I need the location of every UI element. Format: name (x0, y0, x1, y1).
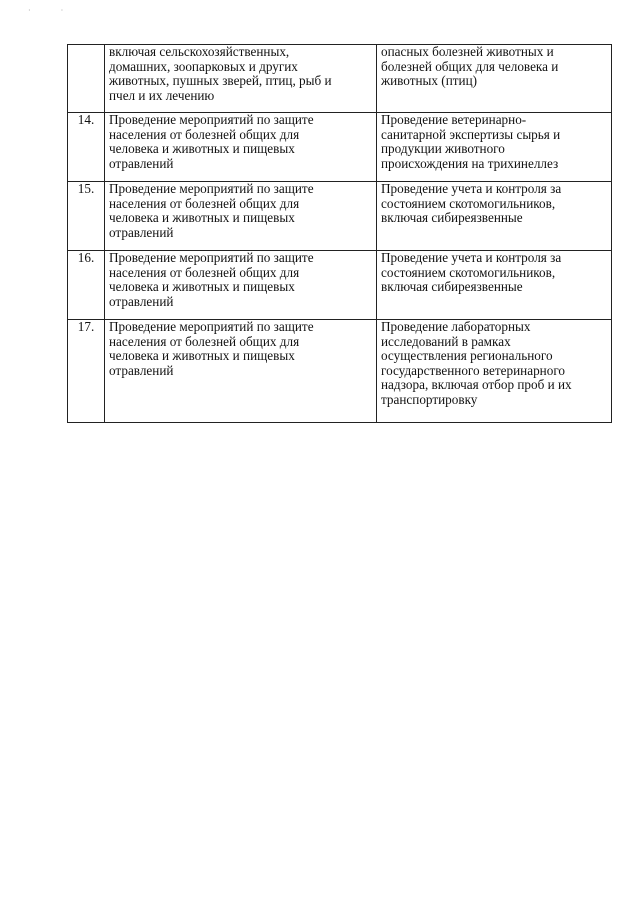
activity-text: населения от болезней общих для (109, 333, 300, 349)
measure-text: исследований в рамках (381, 333, 511, 349)
activity-text: населения от болезней общих для (109, 264, 300, 280)
row-number (68, 45, 105, 113)
measure-text: болезней общих для человека и (381, 58, 559, 74)
activity-text: отравлений (109, 155, 174, 171)
measure-text: Проведение учета и контроля за (381, 250, 562, 265)
activity-cell (105, 113, 377, 182)
activity-cell (105, 320, 377, 423)
measure-text: транспортировку (381, 391, 478, 407)
measure-text: включая сибиреязвенные (381, 279, 523, 294)
scan-corner-marks: · · (28, 6, 78, 15)
measure-cell (377, 251, 612, 320)
table-row (68, 45, 612, 113)
activity-cell (105, 182, 377, 251)
measure-text: включая сибиреязвенные (381, 210, 523, 225)
activity-text: человека и животных и пищевых (109, 279, 295, 294)
activity-cell (105, 251, 377, 320)
measure-text: состоянием скотомогильников, (381, 195, 556, 211)
activity-text: Проведение мероприятий по защите (109, 181, 314, 196)
activity-text: населения от болезней общих для (109, 195, 300, 211)
activity-text: пчел и их лечению (109, 87, 215, 103)
row-number: 15. (68, 182, 105, 251)
measure-text: состоянием скотомогильников, (381, 264, 556, 280)
activity-text: отравлений (109, 224, 174, 240)
activity-text: домашних, зоопарковых и других (109, 58, 298, 74)
measure-text: продукции животного (381, 141, 505, 156)
activity-text: отравлений (109, 362, 174, 378)
measure-text: Проведение лабораторных (381, 319, 531, 334)
activity-cell (105, 45, 377, 113)
measure-cell (377, 45, 612, 113)
table-row (68, 182, 612, 251)
activity-text: Проведение мероприятий по защите (109, 319, 314, 334)
measure-text: Проведение ветеринарно- (381, 112, 527, 127)
activity-text: животных, пушных зверей, птиц, рыб и (109, 73, 332, 88)
activity-text: Проведение мероприятий по защите (109, 112, 314, 127)
measure-cell (377, 182, 612, 251)
row-number: 17. (68, 320, 105, 423)
row-number: 14. (68, 113, 105, 182)
activity-text: человека и животных и пищевых (109, 348, 295, 363)
measure-cell (377, 113, 612, 182)
table-row (68, 320, 612, 423)
table-row (68, 113, 612, 182)
measure-text: животных (птиц) (381, 73, 478, 88)
measure-text: опасных болезней животных и (381, 44, 554, 59)
activity-text: включая сельскохозяйственных, (109, 44, 290, 59)
activity-text: человека и животных и пищевых (109, 210, 295, 225)
measure-text: происхождения на трихинеллез (381, 155, 559, 171)
row-number: 16. (68, 251, 105, 320)
activity-text: отравлений (109, 293, 174, 309)
measure-cell (377, 320, 612, 423)
measure-text: надзора, включая отбор проб и их (381, 377, 572, 392)
measure-text: санитарной экспертизы сырья и (381, 126, 561, 142)
measure-text: осуществления регионального (381, 348, 553, 363)
measure-text: Проведение учета и контроля за (381, 181, 562, 196)
activity-text: населения от болезней общих для (109, 126, 300, 142)
measures-table (67, 44, 612, 423)
activity-text: Проведение мероприятий по защите (109, 250, 314, 265)
measure-text: государственного ветеринарного (381, 362, 565, 378)
activity-text: человека и животных и пищевых (109, 141, 295, 156)
table-row (68, 251, 612, 320)
